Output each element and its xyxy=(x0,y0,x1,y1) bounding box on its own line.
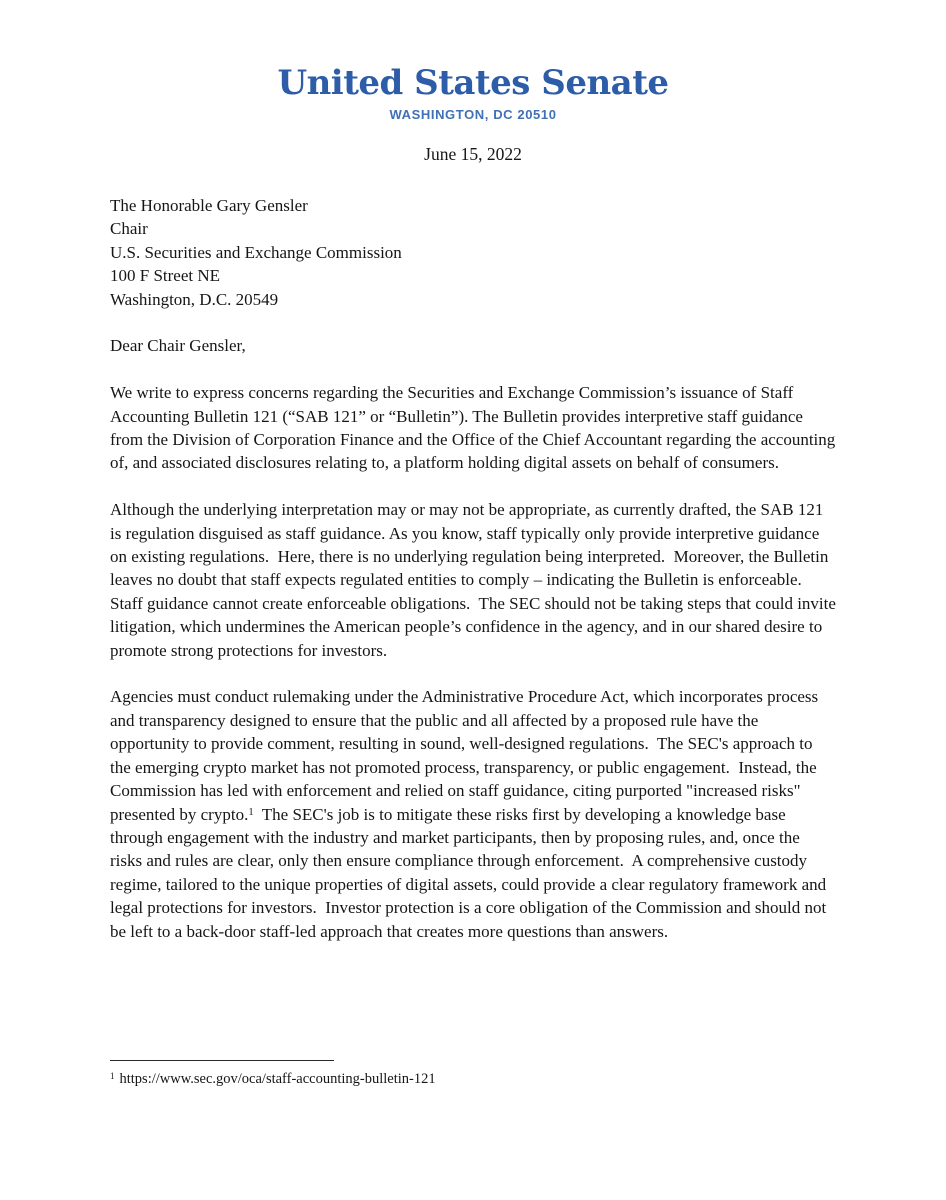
letter-date: June 15, 2022 xyxy=(424,144,522,164)
recipient-address-block xyxy=(110,194,836,311)
footnote-line xyxy=(110,1069,836,1089)
paragraph-3-text-after-footnote: The SEC's job is to mitigate these risks first by developing a knowledge base through engagement with the industry and market participants, then by proposing rules, and, once the risks and rules are clear, only then ensure compliance through enforcement. A comprehensive custody regime, tailored to the unique properties of digital assets, could provide a clear regulatory framework and legal protections for investors. Investor protection is a core obligation of the Commission and should not be left to a back-door staff-led approach that creates more questions than answers. xyxy=(110,804,831,941)
salutation: Dear Chair Gensler, xyxy=(110,336,246,356)
letter-body xyxy=(110,194,841,943)
letterhead xyxy=(0,0,946,122)
recipient-city: Washington, D.C. 20549 xyxy=(110,289,279,309)
paragraph-3-text-before-footnote: Agencies must conduct rulemaking under the Administrative Procedure Act, which incorporates process and transparency designed to ensure that the public and all affected by a proposed rule have the opportunity to provide comment, resulting in sound, well-designed regulations. The SEC's approach to the emerging crypto market has not promoted process, transparency, or public engagement. Instead, the Commission has led with enforcement and relied on staff guidance, citing purported "increased risks" presented by crypto. xyxy=(110,687,823,824)
senate-letterhead-title: United States Senate xyxy=(277,63,669,103)
footnote-number: 1 xyxy=(110,1070,115,1081)
recipient-organization: U.S. Securities and Exchange Commission xyxy=(110,242,402,262)
body-paragraph-2: Although the underlying interpretation may or may not be appropriate, as currently drafted, the SAB 121 is regulation disguised as staff guidance. As you know, staff typically only provide interpretive guidance on existing regulations. Here, there is no underlying regulation being interpreted. Moreover, the Bulletin leaves no doubt that staff expects regulated entities to comply – indicating the Bulletin is enforceable. Staff guidance cannot create enforceable obligations. The SEC should not be taking steps that could invite litigation, which undermines the American people’s confidence in the agency, and in our shared desire to promote strong protections for investors. xyxy=(110,500,841,660)
body-paragraph-3 xyxy=(110,685,836,942)
recipient-title: Chair xyxy=(110,219,148,239)
footnote-reference-marker: 1 xyxy=(248,806,254,818)
recipient-street: 100 F Street NE xyxy=(110,266,221,286)
footnote-section xyxy=(110,1060,836,1089)
recipient-name: The Honorable Gary Gensler xyxy=(110,196,308,215)
body-paragraph-1: We write to express concerns regarding the Securities and Exchange Commission’s issuance of Staff Accounting Bulletin 121 (“SAB 121” or “Bulletin”). The Bulletin provides interpretive staff guidance from the Division of Corporation Finance and the Office of the Chief Accountant regarding the accounting of, and associated disclosures relating to, a platform holding digital assets on behalf of consumers. xyxy=(110,383,840,473)
footnote-url-text: https://www.sec.gov/oca/staff-accounting-bulletin-121 xyxy=(119,1071,436,1087)
footnote-divider-rule xyxy=(110,1060,334,1061)
letterhead-address: WASHINGTON, DC 20510 xyxy=(389,107,557,122)
